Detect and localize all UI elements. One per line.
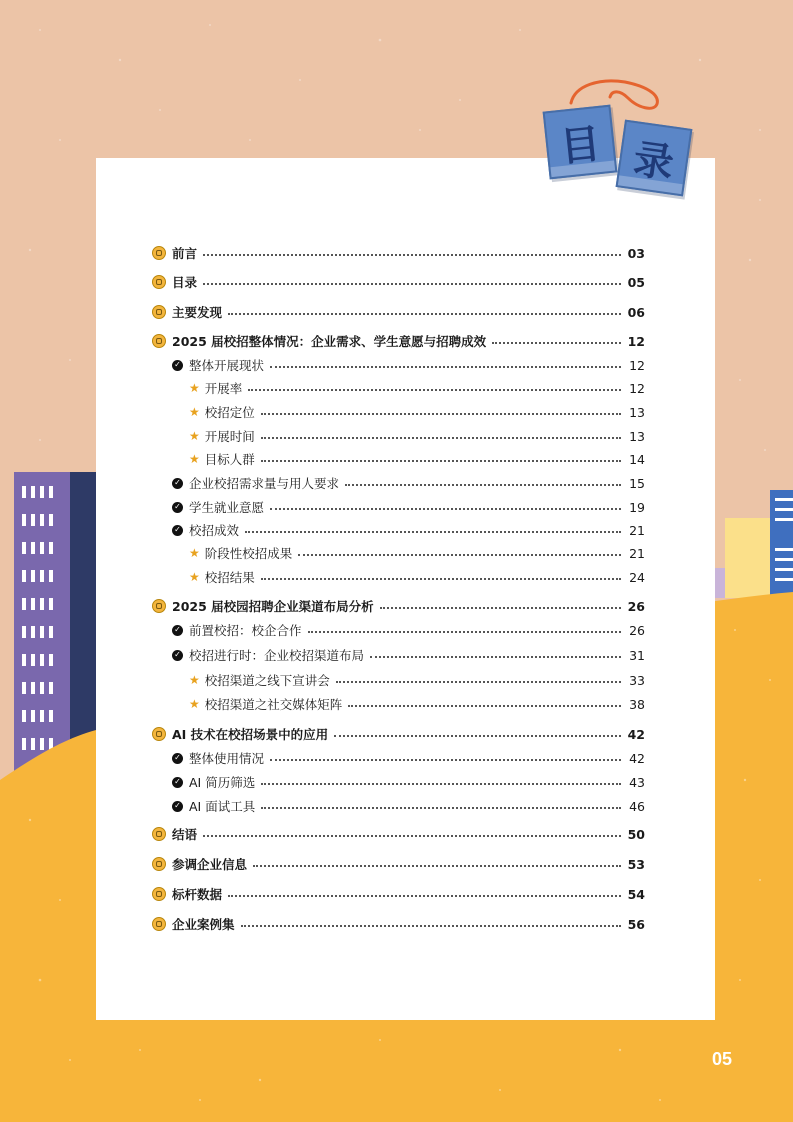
toc-entry[interactable]: [172, 796, 645, 816]
toc-entry-label: 校招定位: [204, 405, 255, 420]
toc-entry-page: 12: [629, 380, 645, 396]
check-icon: ✓: [172, 478, 183, 489]
toc-entry-label: 目录: [172, 275, 198, 290]
dot-leader: [261, 413, 621, 415]
dot-leader: [261, 578, 621, 580]
toc-entry[interactable]: [152, 914, 645, 934]
dot-leader: [253, 865, 621, 867]
coin-icon: [152, 917, 166, 931]
toc-entry-label: 学生就业意愿: [189, 500, 265, 515]
star-icon: ★: [189, 697, 200, 711]
toc-entry-page: 50: [627, 826, 645, 842]
dot-leader: [336, 681, 621, 683]
toc-entry[interactable]: [172, 772, 645, 792]
toc-entry[interactable]: [172, 473, 645, 493]
coin-icon: [152, 599, 166, 613]
toc-entry-label: 参调企业信息: [172, 857, 248, 872]
dot-leader: [248, 389, 621, 391]
toc-entry[interactable]: [172, 497, 645, 517]
toc-entry-page: 21: [629, 545, 645, 561]
toc-entry-page: 05: [627, 274, 645, 290]
toc-entry-label: 校招结果: [204, 570, 255, 585]
dot-leader: [370, 656, 621, 658]
toc-entry-label: 主要发现: [172, 305, 223, 320]
star-icon: ★: [189, 673, 200, 687]
coin-icon: [152, 246, 166, 260]
star-icon: ★: [189, 429, 200, 443]
toc-entry-page: 12: [627, 333, 645, 349]
coin-icon: [152, 275, 166, 289]
toc-entry-label: 阶段性校招成果: [204, 546, 293, 561]
toc-entry[interactable]: [152, 331, 645, 351]
dot-leader: [348, 705, 621, 707]
toc-entry-page: 26: [629, 622, 645, 638]
toc-entry[interactable]: [172, 748, 645, 768]
dot-leader: [298, 554, 621, 556]
toc-entry-label: AI 面试工具: [189, 799, 256, 814]
dot-leader: [334, 735, 621, 737]
toc-entry[interactable]: [172, 520, 645, 540]
toc-entry[interactable]: [152, 243, 645, 263]
toc-entry-label: 企业案例集: [172, 917, 235, 932]
check-icon: ✓: [172, 625, 183, 636]
toc-entry[interactable]: [152, 854, 645, 874]
dot-leader: [228, 895, 621, 897]
dot-leader: [261, 437, 621, 439]
dot-leader: [228, 313, 621, 315]
star-icon: ★: [189, 452, 200, 466]
coin-icon: [152, 305, 166, 319]
dot-leader: [245, 531, 621, 533]
toc-entry[interactable]: [152, 596, 645, 616]
dot-leader: [261, 783, 621, 785]
toc-entry-page: 15: [629, 475, 645, 491]
dot-leader: [270, 508, 621, 510]
star-icon: ★: [189, 405, 200, 419]
dot-leader: [261, 460, 621, 462]
coin-icon: [152, 857, 166, 871]
toc-entry[interactable]: [152, 272, 645, 292]
toc-entry-page: 19: [629, 499, 645, 515]
toc-entry[interactable]: [152, 724, 645, 744]
toc-entry-page: 13: [629, 428, 645, 444]
toc-entry-label: 2025 届校园招聘企业渠道布局分析: [172, 599, 374, 614]
toc-entry-label: 开展时间: [204, 429, 255, 444]
dot-leader: [270, 366, 621, 368]
toc-entry-page: 12: [629, 357, 645, 373]
toc-entry-page: 38: [629, 696, 645, 712]
toc-entry-page: 42: [627, 726, 645, 742]
toc-entry-page: 13: [629, 404, 645, 420]
toc-entry-page: 14: [629, 451, 645, 467]
dot-leader: [492, 342, 621, 344]
toc-entry-label: 标杆数据: [172, 887, 223, 902]
dot-leader: [270, 759, 621, 761]
dot-leader: [203, 835, 621, 837]
star-icon: ★: [189, 546, 200, 560]
toc-entry[interactable]: [189, 402, 645, 422]
toc-entry[interactable]: [152, 884, 645, 904]
toc-entry-label: 2025 届校招整体情况：企业需求、学生意愿与招聘成效: [172, 334, 487, 349]
toc-entry-label: 前言: [172, 246, 198, 261]
star-icon: ★: [189, 381, 200, 395]
toc-entry-label: 前置校招：校企合作: [189, 623, 302, 638]
toc-entry-label: AI 简历筛选: [189, 775, 256, 790]
check-icon: ✓: [172, 801, 183, 812]
toc-entry-label: AI 技术在校招场景中的应用: [172, 727, 329, 742]
toc-entry-page: 26: [627, 598, 645, 614]
toc-entry-label: 校招进行时：企业校招渠道布局: [189, 648, 365, 663]
toc-entry-page: 54: [627, 886, 645, 902]
toc-entry-page: 43: [629, 774, 645, 790]
toc-entry-label: 开展率: [204, 381, 243, 396]
toc-entry-page: 03: [627, 245, 645, 261]
toc-entry-label: 校招渠道之线下宣讲会: [204, 673, 330, 688]
coin-icon: [152, 727, 166, 741]
toc-entry[interactable]: [189, 567, 645, 587]
dot-leader: [308, 631, 621, 633]
check-icon: ✓: [172, 777, 183, 788]
toc-entry-label: 整体开展现状: [189, 358, 265, 373]
dot-leader: [203, 254, 621, 256]
toc-entry-page: 42: [629, 750, 645, 766]
coin-icon: [152, 887, 166, 901]
toc-entry-label: 结语: [172, 827, 198, 842]
toc-entry-page: 33: [629, 672, 645, 688]
check-icon: ✓: [172, 502, 183, 513]
toc-entry[interactable]: [189, 426, 645, 446]
toc-entry-page: 31: [629, 647, 645, 663]
toc-entry-page: 53: [627, 856, 645, 872]
dot-leader: [345, 484, 621, 486]
check-icon: ✓: [172, 650, 183, 661]
check-icon: ✓: [172, 360, 183, 371]
sticker-char-1: 目: [543, 105, 618, 180]
toc-entry[interactable]: [172, 620, 645, 640]
toc-entry[interactable]: [189, 694, 645, 714]
toc-entry-page: 06: [627, 304, 645, 320]
toc-entry[interactable]: [152, 824, 645, 844]
toc-entry-page: 21: [629, 522, 645, 538]
toc-entry-label: 企业校招需求量与用人要求: [189, 476, 340, 491]
dot-leader: [203, 283, 621, 285]
toc-entry[interactable]: [189, 378, 645, 398]
toc-entry-page: 24: [629, 569, 645, 585]
toc-entry-page: 46: [629, 798, 645, 814]
check-icon: ✓: [172, 753, 183, 764]
toc-entry-label: 整体使用情况: [189, 751, 265, 766]
dot-leader: [241, 925, 621, 927]
check-icon: ✓: [172, 525, 183, 536]
dot-leader: [380, 607, 621, 609]
toc-entry[interactable]: [152, 302, 645, 322]
toc-entry-label: 校招渠道之社交媒体矩阵: [204, 697, 343, 712]
toc-entry-label: 目标人群: [204, 452, 255, 467]
toc-entry[interactable]: [172, 645, 645, 665]
toc-entry[interactable]: [172, 355, 645, 375]
page-number: 05: [712, 1049, 733, 1069]
star-icon: ★: [189, 570, 200, 584]
toc-entry[interactable]: [189, 449, 645, 469]
toc-entry-page: 56: [627, 916, 645, 932]
coin-icon: [152, 827, 166, 841]
dot-leader: [261, 807, 621, 809]
toc-entry[interactable]: [189, 543, 645, 563]
sticker-char-2: 录: [616, 120, 693, 197]
toc-entry-label: 校招成效: [189, 523, 240, 538]
coin-icon: [152, 334, 166, 348]
toc-entry[interactable]: [189, 670, 645, 690]
